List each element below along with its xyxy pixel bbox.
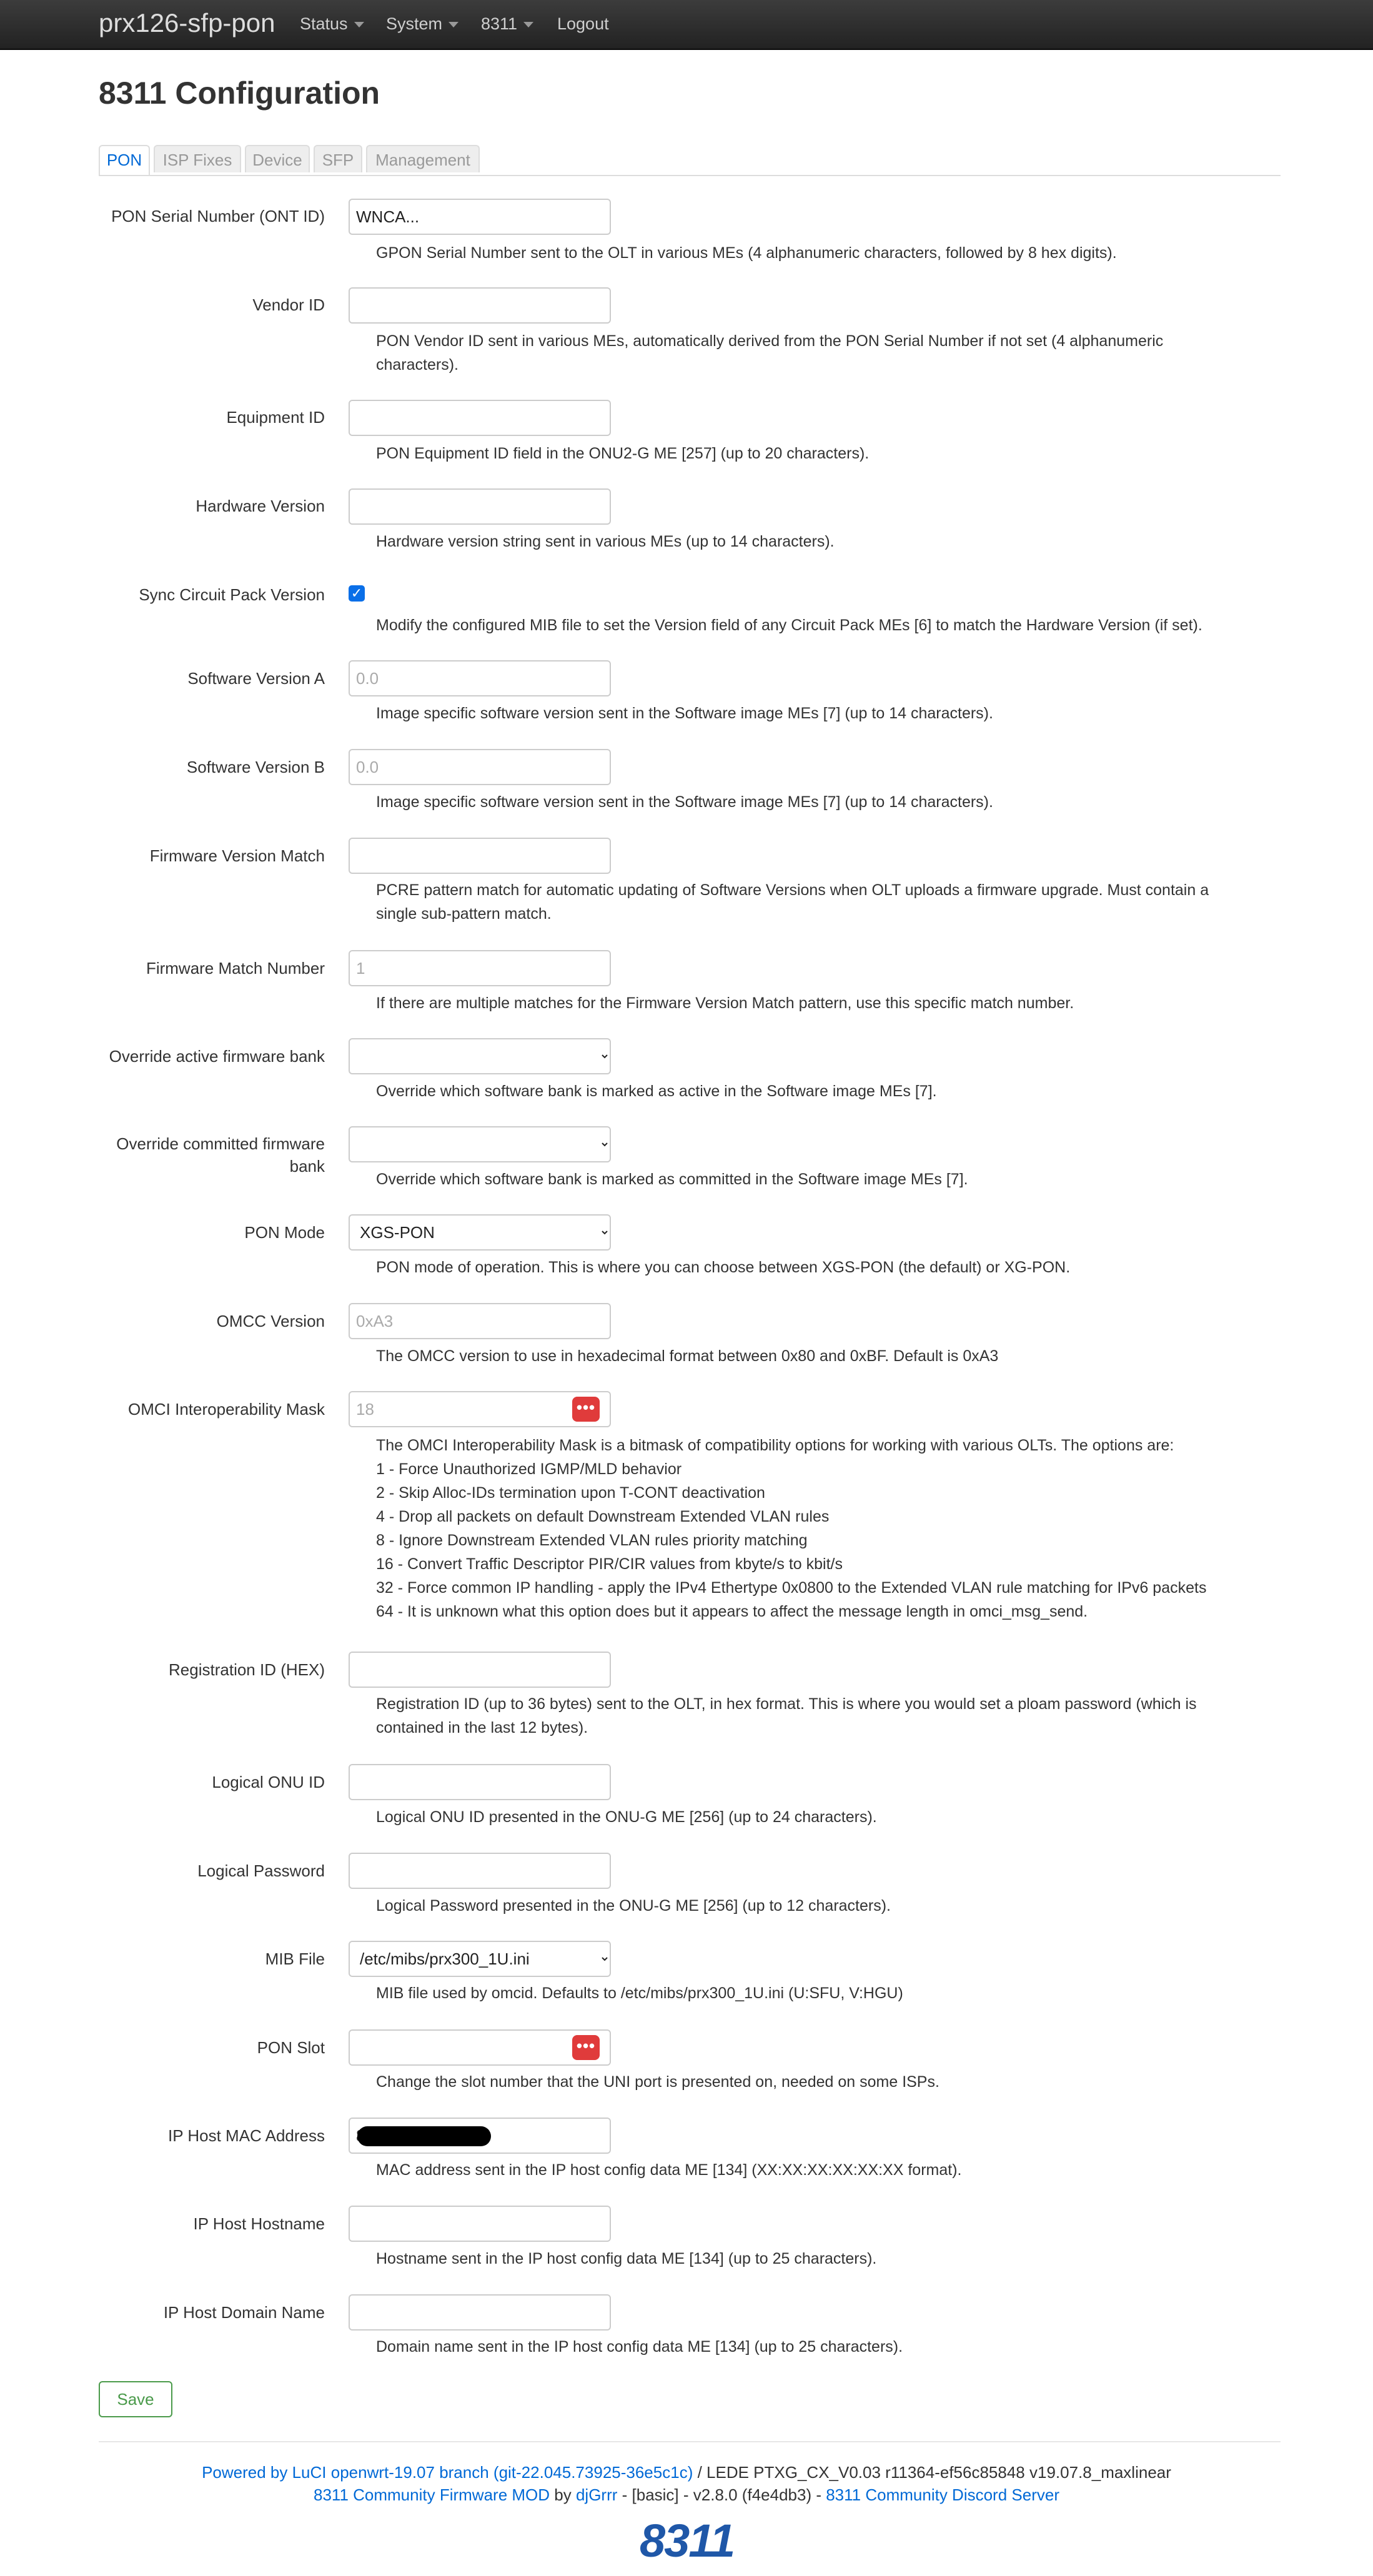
page-title: 8311 Configuration: [99, 76, 380, 111]
vendor-id-label: Vendor ID: [252, 295, 325, 314]
checkmark-icon: ✓: [350, 585, 363, 601]
omci-mask-option: 2 - Skip Alloc-IDs termination upon T-CONT deactivation: [376, 1484, 765, 1502]
nav-system-menu[interactable]: [386, 0, 458, 49]
pon-slot-input[interactable]: [349, 2029, 611, 2066]
pon-mode-help: PON mode of operation. This is where you can choose between XGS-PON (the default) or XG-PON.: [376, 1259, 1071, 1276]
pon-slot-help: Change the slot number that the UNI port is presented on, needed on some ISPs.: [376, 2073, 939, 2091]
override-active-bank-select[interactable]: [349, 1038, 611, 1074]
omci-mask-option: 1 - Force Unauthorized IGMP/MLD behavior: [376, 1460, 682, 1478]
firmware-match-help-line-2: single sub-pattern match.: [376, 905, 552, 923]
equipment-id-help: PON Equipment ID field in the ONU2-G ME [257] (up to 20 characters).: [376, 445, 870, 462]
override-active-bank-help: Override which software bank is marked as active in the Software image MEs [7].: [376, 1082, 937, 1100]
firmware-match-number-help: If there are multiple matches for the Firmware Version Match pattern, use this specific match number.: [376, 994, 1074, 1012]
more-dots-icon: •••: [576, 2036, 596, 2055]
caret-down-icon: [449, 22, 458, 27]
caret-down-icon: [354, 22, 364, 27]
tab-isp-fixes[interactable]: ISP Fixes: [154, 145, 241, 172]
hardware-version-label: Hardware Version: [196, 497, 325, 515]
ip-host-hostname-label: IP Host Hostname: [193, 2214, 325, 2233]
omcc-version-help: The OMCC version to use in hexadecimal format between 0x80 and 0xBF. Default is 0xA3: [376, 1347, 999, 1365]
registration-id-help: [376, 1692, 1263, 1740]
version-info: - [basic] - v2.8.0 (f4e4db3) -: [617, 2485, 826, 2504]
vendor-id-help: [376, 329, 1263, 377]
nav-status-label: Status: [300, 14, 348, 33]
tab-sfp[interactable]: SFP: [314, 145, 362, 172]
omci-mask-option: 32 - Force common IP handling - apply the IPv4 Ethertype 0x0800 to the Extended VLAN rule matching for IPv6 packets: [376, 1579, 1207, 1597]
registration-id-help-line-2: contained in the last 12 bytes).: [376, 1719, 588, 1736]
tab-device[interactable]: Device: [245, 145, 310, 172]
vendor-id-input[interactable]: [349, 287, 611, 324]
firmware-match-help: [376, 878, 1263, 926]
omcc-version-label: OMCC Version: [216, 1312, 325, 1330]
caret-down-icon: [523, 22, 533, 27]
sync-circuit-pack-checkbox[interactable]: [349, 585, 365, 602]
software-version-a-help: Image specific software version sent in the Software image MEs [7] (up to 14 characters).: [376, 705, 993, 722]
community-firmware-link[interactable]: 8311 Community Firmware MOD: [314, 2485, 550, 2504]
tab-management[interactable]: Management: [366, 145, 480, 172]
ip-host-mac-help: MAC address sent in the IP host config data ME [134] (XX:XX:XX:XX:XX:XX format).: [376, 2161, 962, 2179]
sync-circuit-pack-help: Modify the configured MIB file to set the Version field of any Circuit Pack MEs [6] to match the Hardware Version (if set).: [376, 617, 1202, 634]
nav-8311-menu[interactable]: [481, 0, 533, 49]
override-committed-bank-label: [62, 1132, 325, 1177]
ip-host-hostname-help: Hostname sent in the IP host config data ME [134] (up to 25 characters).: [376, 2250, 877, 2267]
mib-file-select[interactable]: [349, 1941, 611, 1977]
vendor-id-help-line-2: characters).: [376, 356, 458, 374]
software-version-b-input[interactable]: [349, 749, 611, 785]
equipment-id-label: Equipment ID: [226, 408, 325, 427]
override-committed-bank-label-line-1: Override committed firmware: [116, 1134, 325, 1153]
discord-link[interactable]: 8311 Community Discord Server: [826, 2485, 1059, 2504]
omci-mask-more-button[interactable]: [572, 1397, 600, 1422]
pon-serial-input[interactable]: [349, 199, 611, 235]
firmware-match-number-label: Firmware Match Number: [146, 959, 325, 978]
omci-mask-help: [376, 1434, 1263, 1623]
equipment-id-input[interactable]: [349, 400, 611, 436]
override-committed-bank-help: Override which software bank is marked as committed in the Software image MEs [7].: [376, 1171, 968, 1188]
registration-id-label: Registration ID (HEX): [169, 1660, 325, 1679]
ip-host-domain-input[interactable]: [349, 2294, 611, 2331]
sync-circuit-pack-label: Sync Circuit Pack Version: [139, 585, 325, 604]
top-navbar: [0, 0, 1373, 50]
software-version-b-label: Software Version B: [186, 758, 325, 776]
software-version-b-help: Image specific software version sent in the Software image MEs [7] (up to 14 characters).: [376, 793, 993, 811]
logical-onu-id-help: Logical ONU ID presented in the ONU-G ME [256] (up to 24 characters).: [376, 1808, 877, 1826]
pon-mode-select[interactable]: [349, 1214, 611, 1251]
hardware-version-input[interactable]: [349, 488, 611, 525]
override-committed-bank-select[interactable]: [349, 1126, 611, 1162]
override-active-bank-label: Override active firmware bank: [109, 1047, 325, 1066]
pon-mode-label: PON Mode: [244, 1223, 325, 1242]
software-version-a-label: Software Version A: [187, 669, 325, 688]
omcc-version-input[interactable]: [349, 1303, 611, 1339]
pon-slot-label: PON Slot: [257, 2038, 325, 2057]
omci-mask-option: 16 - Convert Traffic Descriptor PIR/CIR values from kbyte/s to kbit/s: [376, 1555, 843, 1573]
omci-mask-option: 64 - It is unknown what this option does but it appears to affect the message length in omci_msg_send.: [376, 1603, 1088, 1620]
pon-serial-label: PON Serial Number (ONT ID): [111, 207, 325, 225]
mib-file-label: MIB File: [265, 1949, 325, 1968]
hardware-version-help: Hardware version string sent in various MEs (up to 14 characters).: [376, 533, 835, 550]
logical-onu-id-input[interactable]: [349, 1764, 611, 1800]
vendor-id-help-line-1: PON Vendor ID sent in various MEs, automatically derived from the PON Serial Number if not set (4 alphanumeric: [376, 332, 1164, 350]
ip-host-hostname-input[interactable]: [349, 2206, 611, 2242]
footer-divider: [99, 2441, 1281, 2442]
registration-id-help-line-1: Registration ID (up to 36 bytes) sent to the OLT, in hex format. This is where you would set a ploam password (which is: [376, 1695, 1197, 1713]
save-button[interactable]: Save: [99, 2381, 172, 2417]
build-info: / LEDE PTXG_CX_V0.03 r11364-ef56c85848 v19.07.8_maxlinear: [693, 2463, 1171, 2482]
omci-mask-option: 4 - Drop all packets on default Downstream Extended VLAN rules: [376, 1508, 830, 1525]
ip-host-mac-label: IP Host MAC Address: [168, 2126, 325, 2145]
8311-logo: 8311: [640, 2515, 735, 2567]
override-committed-bank-label-line-2: bank: [289, 1157, 325, 1176]
omci-mask-input[interactable]: [349, 1391, 611, 1427]
logical-password-help: Logical Password presented in the ONU-G ME [256] (up to 12 characters).: [376, 1897, 891, 1915]
more-dots-icon: •••: [576, 1398, 596, 1417]
footer-line-1: [0, 2461, 1373, 2484]
pon-serial-help: GPON Serial Number sent to the OLT in various MEs (4 alphanumeric characters, followed by 8 hex digits).: [376, 244, 1117, 262]
tab-pon[interactable]: PON: [99, 145, 150, 175]
logical-onu-id-label: Logical ONU ID: [212, 1773, 325, 1791]
footer-line-2: [0, 2484, 1373, 2506]
mib-file-help: MIB file used by omcid. Defaults to /etc/mibs/prx300_1U.ini (U:SFU, V:HGU): [376, 1984, 903, 2002]
omci-mask-label: OMCI Interoperability Mask: [128, 1400, 325, 1419]
firmware-match-input[interactable]: [349, 838, 611, 874]
nav-logout-link[interactable]: [557, 0, 609, 49]
ip-host-domain-help: Domain name sent in the IP host config data ME [134] (up to 25 characters).: [376, 2338, 903, 2356]
nav-status-menu[interactable]: [300, 0, 364, 49]
nav-8311-label: 8311: [481, 14, 518, 33]
omci-mask-option: 8 - Ignore Downstream Extended VLAN rules priority matching: [376, 1532, 808, 1549]
ip-host-domain-label: IP Host Domain Name: [163, 2303, 325, 2322]
pon-slot-more-button[interactable]: [572, 2035, 600, 2060]
footer-by: by: [550, 2485, 576, 2504]
omci-mask-help-intro: The OMCI Interoperability Mask is a bitmask of compatibility options for working with various OLTs. The options are:: [376, 1437, 1174, 1454]
author-link[interactable]: djGrrr: [575, 2485, 618, 2504]
firmware-match-help-line-1: PCRE pattern match for automatic updating of Software Versions when OLT uploads a firmware upgrade. Must contain a: [376, 881, 1209, 899]
tab-bar: [99, 145, 1281, 176]
logical-password-input[interactable]: [349, 1853, 611, 1889]
redaction-bar: [357, 2126, 491, 2146]
logical-password-label: Logical Password: [197, 1861, 325, 1880]
nav-system-label: System: [386, 14, 443, 33]
nav-logout-label: Logout: [557, 14, 609, 33]
luci-powered-link[interactable]: Powered by LuCI openwrt-19.07 branch (git-22.045.73925-36e5c1c): [202, 2463, 693, 2482]
software-version-a-input[interactable]: [349, 660, 611, 696]
brand-link[interactable]: prx126-sfp-pon: [99, 8, 275, 37]
firmware-match-number-input[interactable]: [349, 950, 611, 986]
registration-id-input[interactable]: [349, 1652, 611, 1688]
firmware-match-label: Firmware Version Match: [149, 846, 325, 865]
